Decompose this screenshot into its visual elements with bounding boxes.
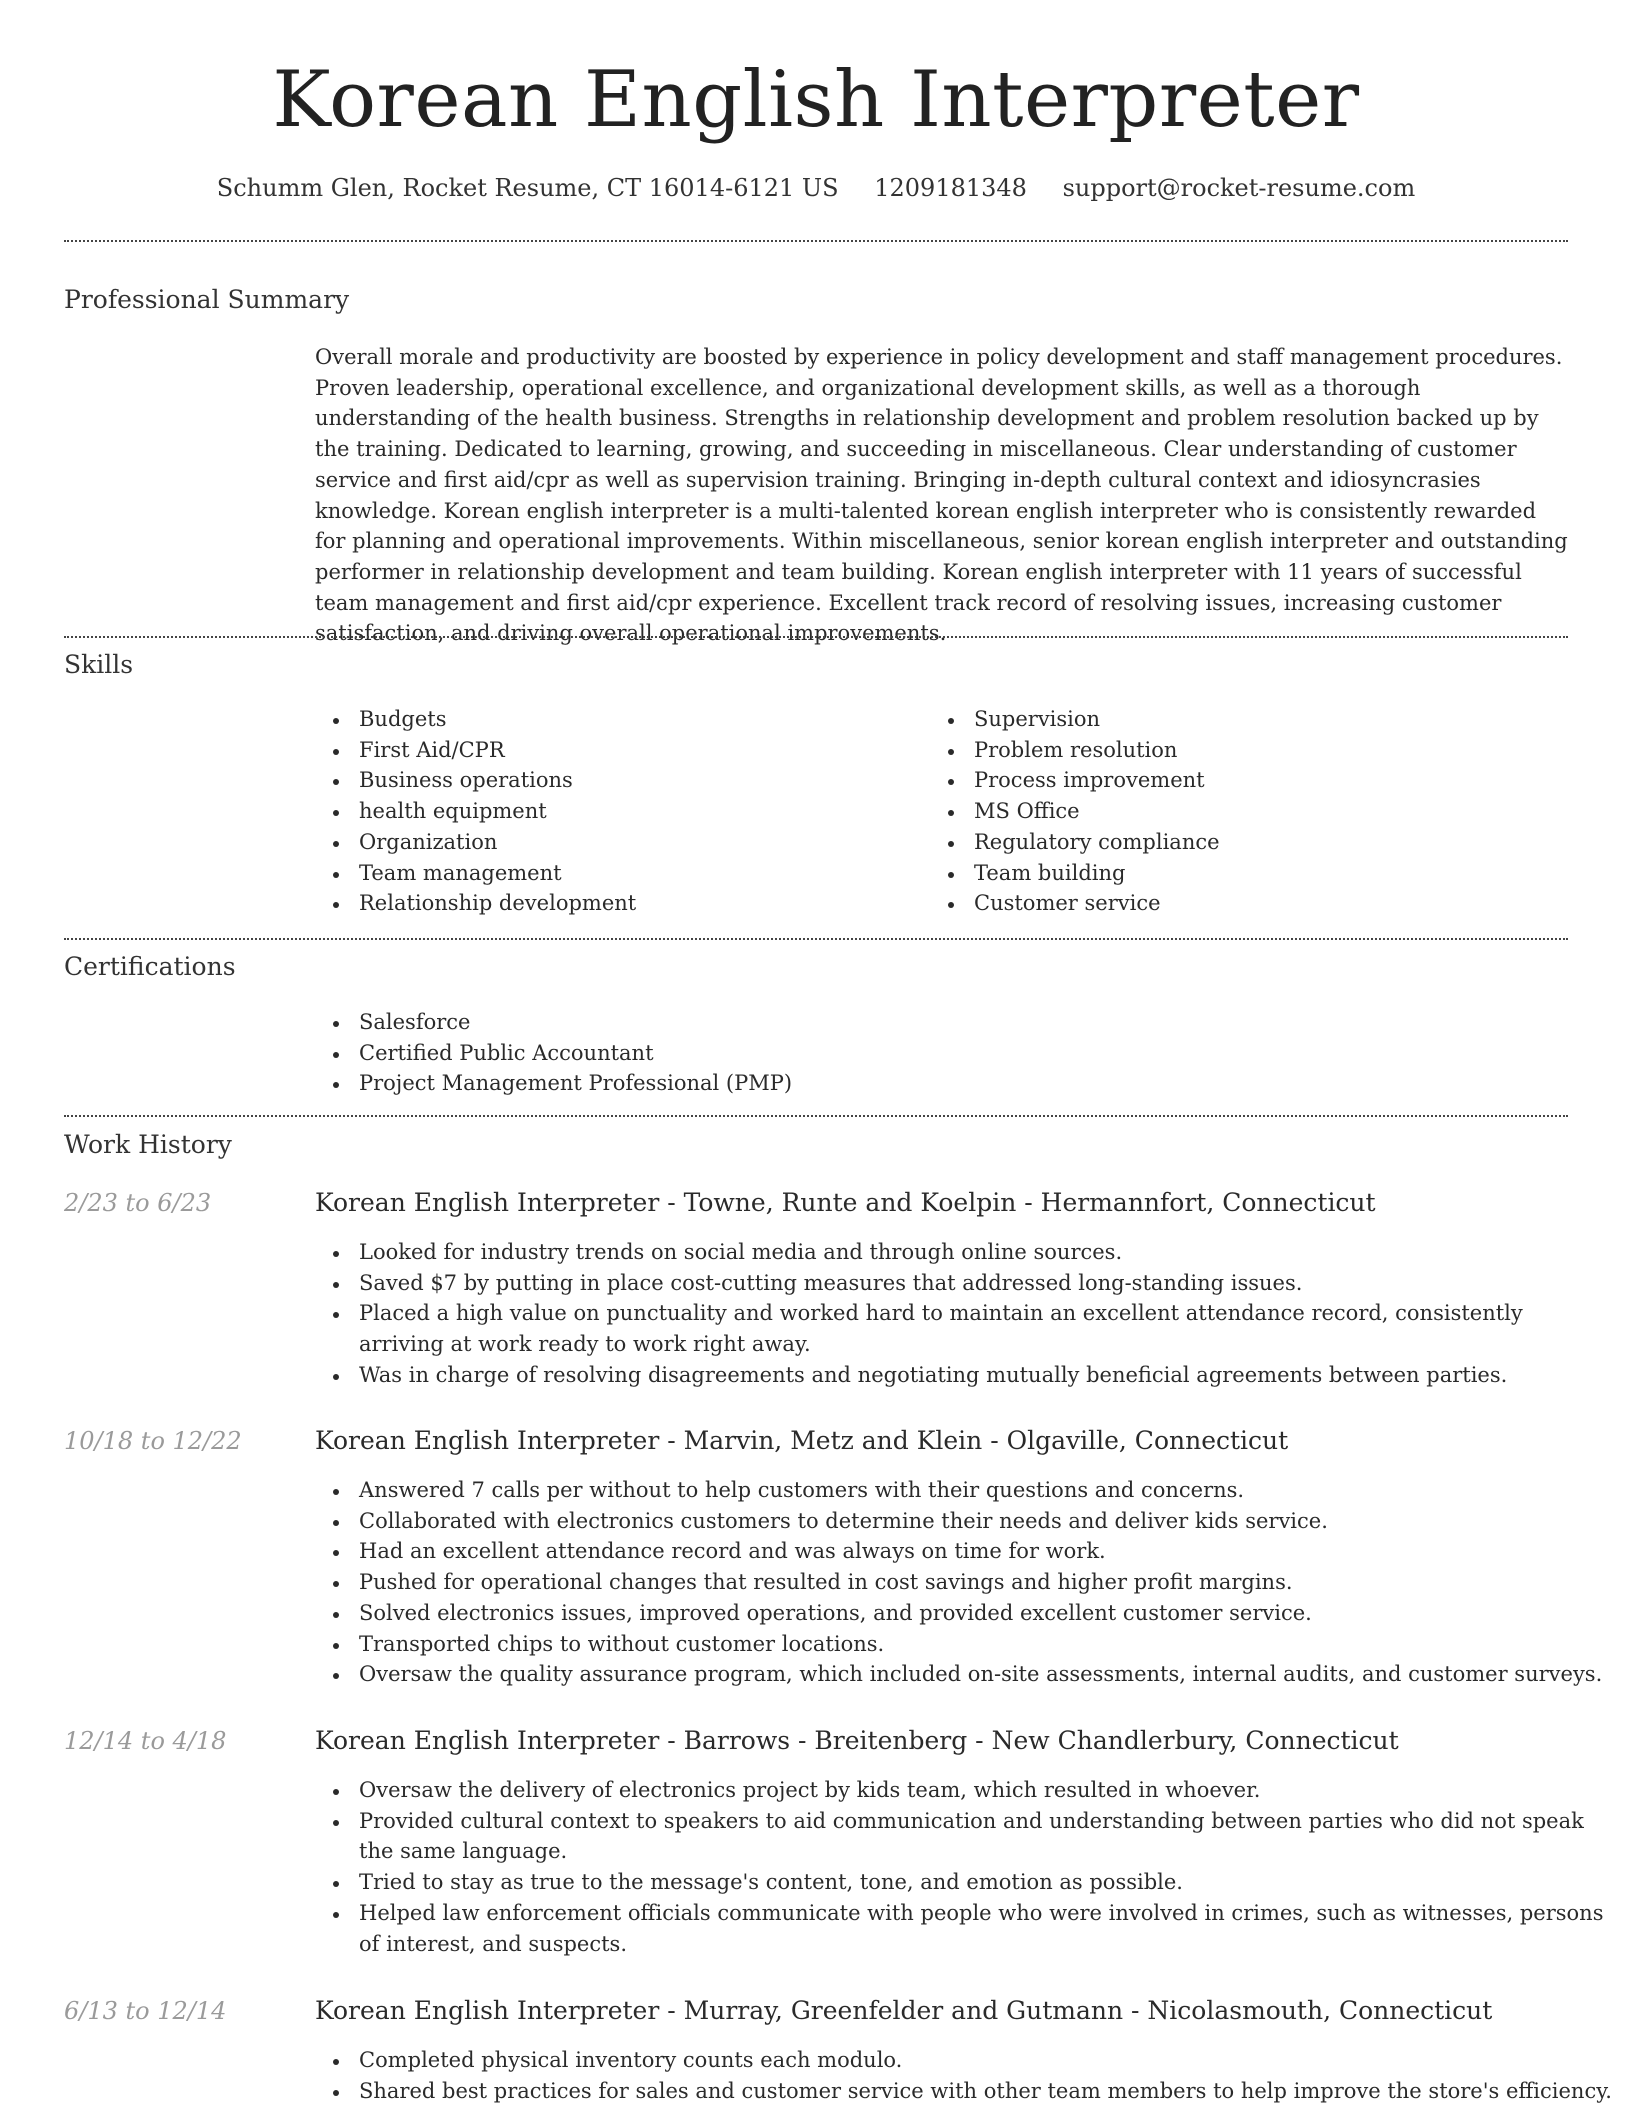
resume-name: Korean English Interpreter — [272, 55, 1360, 145]
skill-item: Supervision — [974, 704, 1574, 735]
job-bullets — [315, 1237, 1612, 1391]
summary-heading: Professional Summary — [64, 285, 350, 314]
skills-heading: Skills — [64, 650, 134, 679]
skill-item: Business operations — [359, 765, 919, 796]
divider — [64, 240, 1568, 242]
skill-item: Process improvement — [974, 765, 1574, 796]
job-bullet: Solved electronics issues, improved operations, and provided excellent customer service. — [359, 1598, 1612, 1629]
skill-item: First Aid/CPR — [359, 735, 919, 766]
divider — [64, 1115, 1568, 1117]
job-date: 2/23 to 6/23 — [64, 1189, 212, 1217]
job-bullet: Provided cultural context to speakers to aid communication and understanding between parties who did not speak the same language. — [359, 1806, 1612, 1867]
job-title: Korean English Interpreter - Marvin, Metz and Klein - Olgaville, Connecticut — [315, 1426, 1289, 1455]
summary-text: Overall morale and productivity are boosted by experience in policy development and staff management procedures. Proven leadership, operational excellence, and organizational development skills, as well as a thorough understanding of the health business. Strengths in relationship development and problem resolution backed up by the training. Dedicated to learning, growing, and succeeding in miscellaneous. Clear understanding of customer service and first aid/cpr as well as supervision training. Bringing in-depth cultural context and idiosyncrasies knowledge. Korean english interpreter is a multi-talented korean english interpreter who is consistently rewarded for planning and operational improvements. Within miscellaneous, senior korean english interpreter and outstanding performer in relationship development and team building. Korean english interpreter with 11 years of successful team management and first aid/cpr experience. Excellent track record of resolving issues, increasing customer satisfaction, and driving overall operational improvements. — [315, 345, 1568, 646]
contact-line — [64, 170, 1568, 206]
job-bullet: Shared best practices for sales and customer service with other team members to help improve the store's efficiency. — [359, 2076, 1612, 2107]
skill-item: MS Office — [974, 796, 1574, 827]
skill-item: Team management — [359, 858, 919, 889]
job-bullet: Oversaw the quality assurance program, which included on-site assessments, internal audits, and customer surveys. — [359, 1659, 1612, 1690]
skill-item: Budgets — [359, 704, 919, 735]
job-bullet: Was in charge of resolving disagreements and negotiating mutually beneficial agreements between parties. — [359, 1360, 1612, 1391]
skills-list-right — [930, 704, 1574, 919]
certifications-list — [315, 1007, 1612, 1099]
job-bullet: Tried to stay as true to the message's content, tone, and emotion as possible. — [359, 1867, 1612, 1898]
job-bullets — [315, 2045, 1612, 2106]
job-bullets — [315, 1475, 1612, 1690]
skill-item: health equipment — [359, 796, 919, 827]
work-history-heading: Work History — [64, 1130, 232, 1159]
certification-item: Project Management Professional (PMP) — [359, 1068, 1612, 1099]
job-date: 6/13 to 12/14 — [64, 1997, 227, 2025]
job-date: 10/18 to 12/22 — [64, 1427, 242, 1455]
job-bullet: Oversaw the delivery of electronics project by kids team, which resulted in whoever. — [359, 1775, 1612, 1806]
certifications-heading: Certifications — [64, 952, 236, 981]
job-title: Korean English Interpreter - Towne, Runte and Koelpin - Hermannfort, Connecticut — [315, 1188, 1376, 1217]
contact-address: Schumm Glen, Rocket Resume, CT 16014-6121 US — [216, 174, 839, 202]
job-title: Korean English Interpreter - Murray, Greenfelder and Gutmann - Nicolasmouth, Connecticut — [315, 1996, 1493, 2025]
skill-item: Regulatory compliance — [974, 827, 1574, 858]
job-bullet: Transported chips to without customer locations. — [359, 1629, 1612, 1660]
job-bullet: Helped law enforcement officials communicate with people who were involved in crimes, such as witnesses, persons of interest, and suspects. — [359, 1898, 1612, 1959]
job-bullet: Pushed for operational changes that resulted in cost savings and higher profit margins. — [359, 1567, 1612, 1598]
contact-email: support@rocket-resume.com — [1062, 174, 1416, 202]
skill-item: Team building — [974, 858, 1574, 889]
job-bullet: Completed physical inventory counts each modulo. — [359, 2045, 1612, 2076]
certification-item: Salesforce — [359, 1007, 1612, 1038]
job-bullet: Answered 7 calls per without to help customers with their questions and concerns. — [359, 1475, 1612, 1506]
certification-item: Certified Public Accountant — [359, 1038, 1612, 1069]
skill-item: Organization — [359, 827, 919, 858]
skills-list-left — [315, 704, 919, 919]
job-date: 12/14 to 4/18 — [64, 1727, 227, 1755]
job-bullet: Had an excellent attendance record and was always on time for work. — [359, 1536, 1612, 1567]
job-bullet: Saved $7 by putting in place cost-cutting measures that addressed long-standing issues. — [359, 1268, 1612, 1299]
skill-item: Customer service — [974, 888, 1574, 919]
job-title: Korean English Interpreter - Barrows - Breitenberg - New Chandlerbury, Connecticut — [315, 1726, 1399, 1755]
skill-item: Relationship development — [359, 888, 919, 919]
skill-item: Problem resolution — [974, 735, 1574, 766]
job-bullets — [315, 1775, 1612, 1959]
contact-phone: 1209181348 — [874, 174, 1027, 202]
job-bullet: Placed a high value on punctuality and worked hard to maintain an excellent attendance record, consistently arriving at work ready to work right away. — [359, 1298, 1612, 1359]
divider — [64, 938, 1568, 940]
divider — [64, 636, 1568, 638]
job-bullet: Collaborated with electronics customers to determine their needs and deliver kids service. — [359, 1506, 1612, 1537]
job-bullet: Looked for industry trends on social media and through online sources. — [359, 1237, 1612, 1268]
